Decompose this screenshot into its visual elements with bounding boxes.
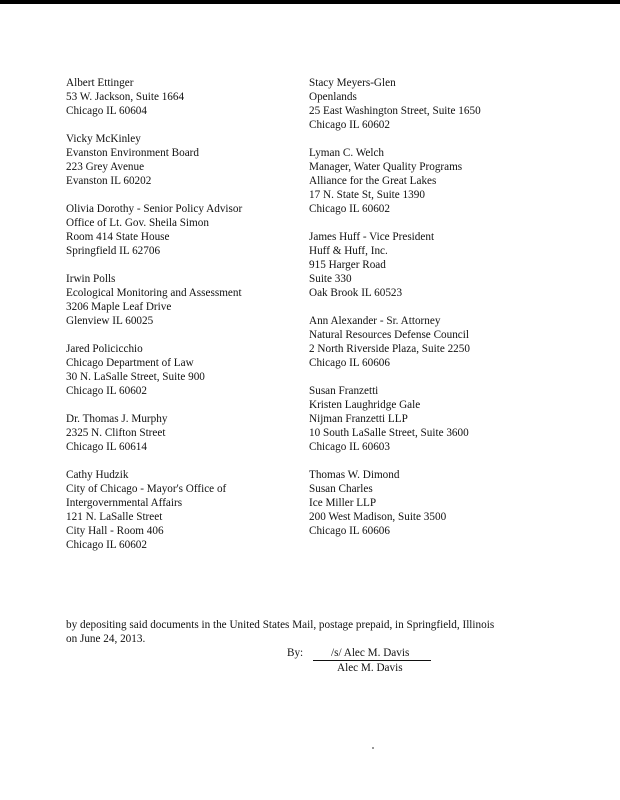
recipient-name: Albert Ettinger [66,77,134,89]
signature-block [287,646,431,675]
by-label: By: [287,647,304,659]
recipient-name: Cathy Hudzik [66,469,129,481]
left-address-block [66,412,298,454]
address-line: Natural Resources Defense Council [309,329,469,341]
recipient-name: Ann Alexander - Sr. Attorney [309,315,441,327]
address-line: Room 414 State House [66,231,170,243]
address-line: Glenview IL 60025 [66,315,154,327]
address-line: Openlands [309,91,357,103]
signature-row [287,646,431,661]
left-address-block [66,132,298,188]
address-line: City Hall - Room 406 [66,525,164,537]
address-line: 915 Harger Road [309,259,386,271]
address-line: 3206 Maple Leaf Drive [66,301,172,313]
address-line: Chicago IL 60606 [309,525,390,537]
recipient-name: Stacy Meyers-Glen [309,77,396,89]
address-line: 30 N. LaSalle Street, Suite 900 [66,371,205,383]
address-line: Chicago IL 60602 [309,119,390,131]
left-address-block [66,202,298,258]
closing-line-1: by depositing said documents in the United States Mail, postage prepaid, in Springfield, Illinois [66,619,495,631]
recipient-name: Dr. Thomas J. Murphy [66,413,168,425]
address-line: Manager, Water Quality Programs [309,161,463,173]
address-line: 121 N. LaSalle Street [66,511,163,523]
left-address-block [66,468,298,552]
address-line: 200 West Madison, Suite 3500 [309,511,447,523]
recipient-name: Irwin Polls [66,273,116,285]
address-line: Chicago IL 60602 [309,203,390,215]
printed-name: Alec M. Davis [337,662,403,674]
signature-line: /s/ Alec M. Davis [313,647,431,661]
right-address-column [309,76,609,552]
address-line: Evanston Environment Board [66,147,199,159]
address-line: Ice Miller LLP [309,497,377,509]
address-line: 10 South LaSalle Street, Suite 3600 [309,427,469,439]
address-line: Office of Lt. Gov. Sheila Simon [66,217,209,229]
right-address-block [309,230,609,300]
left-address-column [66,76,298,566]
left-address-block [66,342,298,398]
address-line: Alliance for the Great Lakes [309,175,437,187]
address-line: Chicago IL 60603 [309,441,390,453]
address-line: Nijman Franzetti LLP [309,413,408,425]
address-line: Chicago IL 60602 [66,539,147,551]
address-line: 17 N. State St, Suite 1390 [309,189,425,201]
recipient-name: Lyman C. Welch [309,147,385,159]
recipient-name: James Huff - Vice President [309,231,435,243]
address-line: Susan Charles [309,483,373,495]
address-line: Chicago IL 60614 [66,441,147,453]
right-address-block [309,468,609,538]
address-line: Chicago IL 60602 [66,385,147,397]
address-line: Huff & Huff, Inc. [309,245,388,257]
recipient-name: Jared Policicchio [66,343,143,355]
address-line: City of Chicago - Mayor's Office of [66,483,227,495]
address-line: Chicago Department of Law [66,357,194,369]
closing-statement [66,618,546,646]
recipient-name: Susan Franzetti [309,385,379,397]
left-address-block [66,76,298,118]
right-address-block [309,146,609,216]
address-line: 2 North Riverside Plaza, Suite 2250 [309,343,470,355]
address-line: Oak Brook IL 60523 [309,287,403,299]
address-line: Chicago IL 60604 [66,105,147,117]
recipient-name: Olivia Dorothy - Senior Policy Advisor [66,203,243,215]
address-line: Kristen Laughridge Gale [309,399,421,411]
address-line: Evanston IL 60202 [66,175,152,187]
recipient-name: Thomas W. Dimond [309,469,400,481]
right-address-block [309,384,609,454]
left-address-block [66,272,298,328]
top-border-rule [0,0,620,4]
address-line: Ecological Monitoring and Assessment [66,287,242,299]
address-line: Chicago IL 60606 [309,357,390,369]
address-line: Springfield IL 62706 [66,245,161,257]
recipient-name: Vicky McKinley [66,133,141,145]
address-line: Intergovernmental Affairs [66,497,183,509]
address-line: 53 W. Jackson, Suite 1664 [66,91,185,103]
address-line: 223 Grey Avenue [66,161,145,173]
right-address-block [309,76,609,132]
address-line: 2325 N. Clifton Street [66,427,166,439]
closing-line-2: on June 24, 2013. [66,633,146,645]
scan-speck [372,747,374,749]
address-line: 25 East Washington Street, Suite 1650 [309,105,481,117]
right-address-block [309,314,609,370]
address-line: Suite 330 [309,273,352,285]
